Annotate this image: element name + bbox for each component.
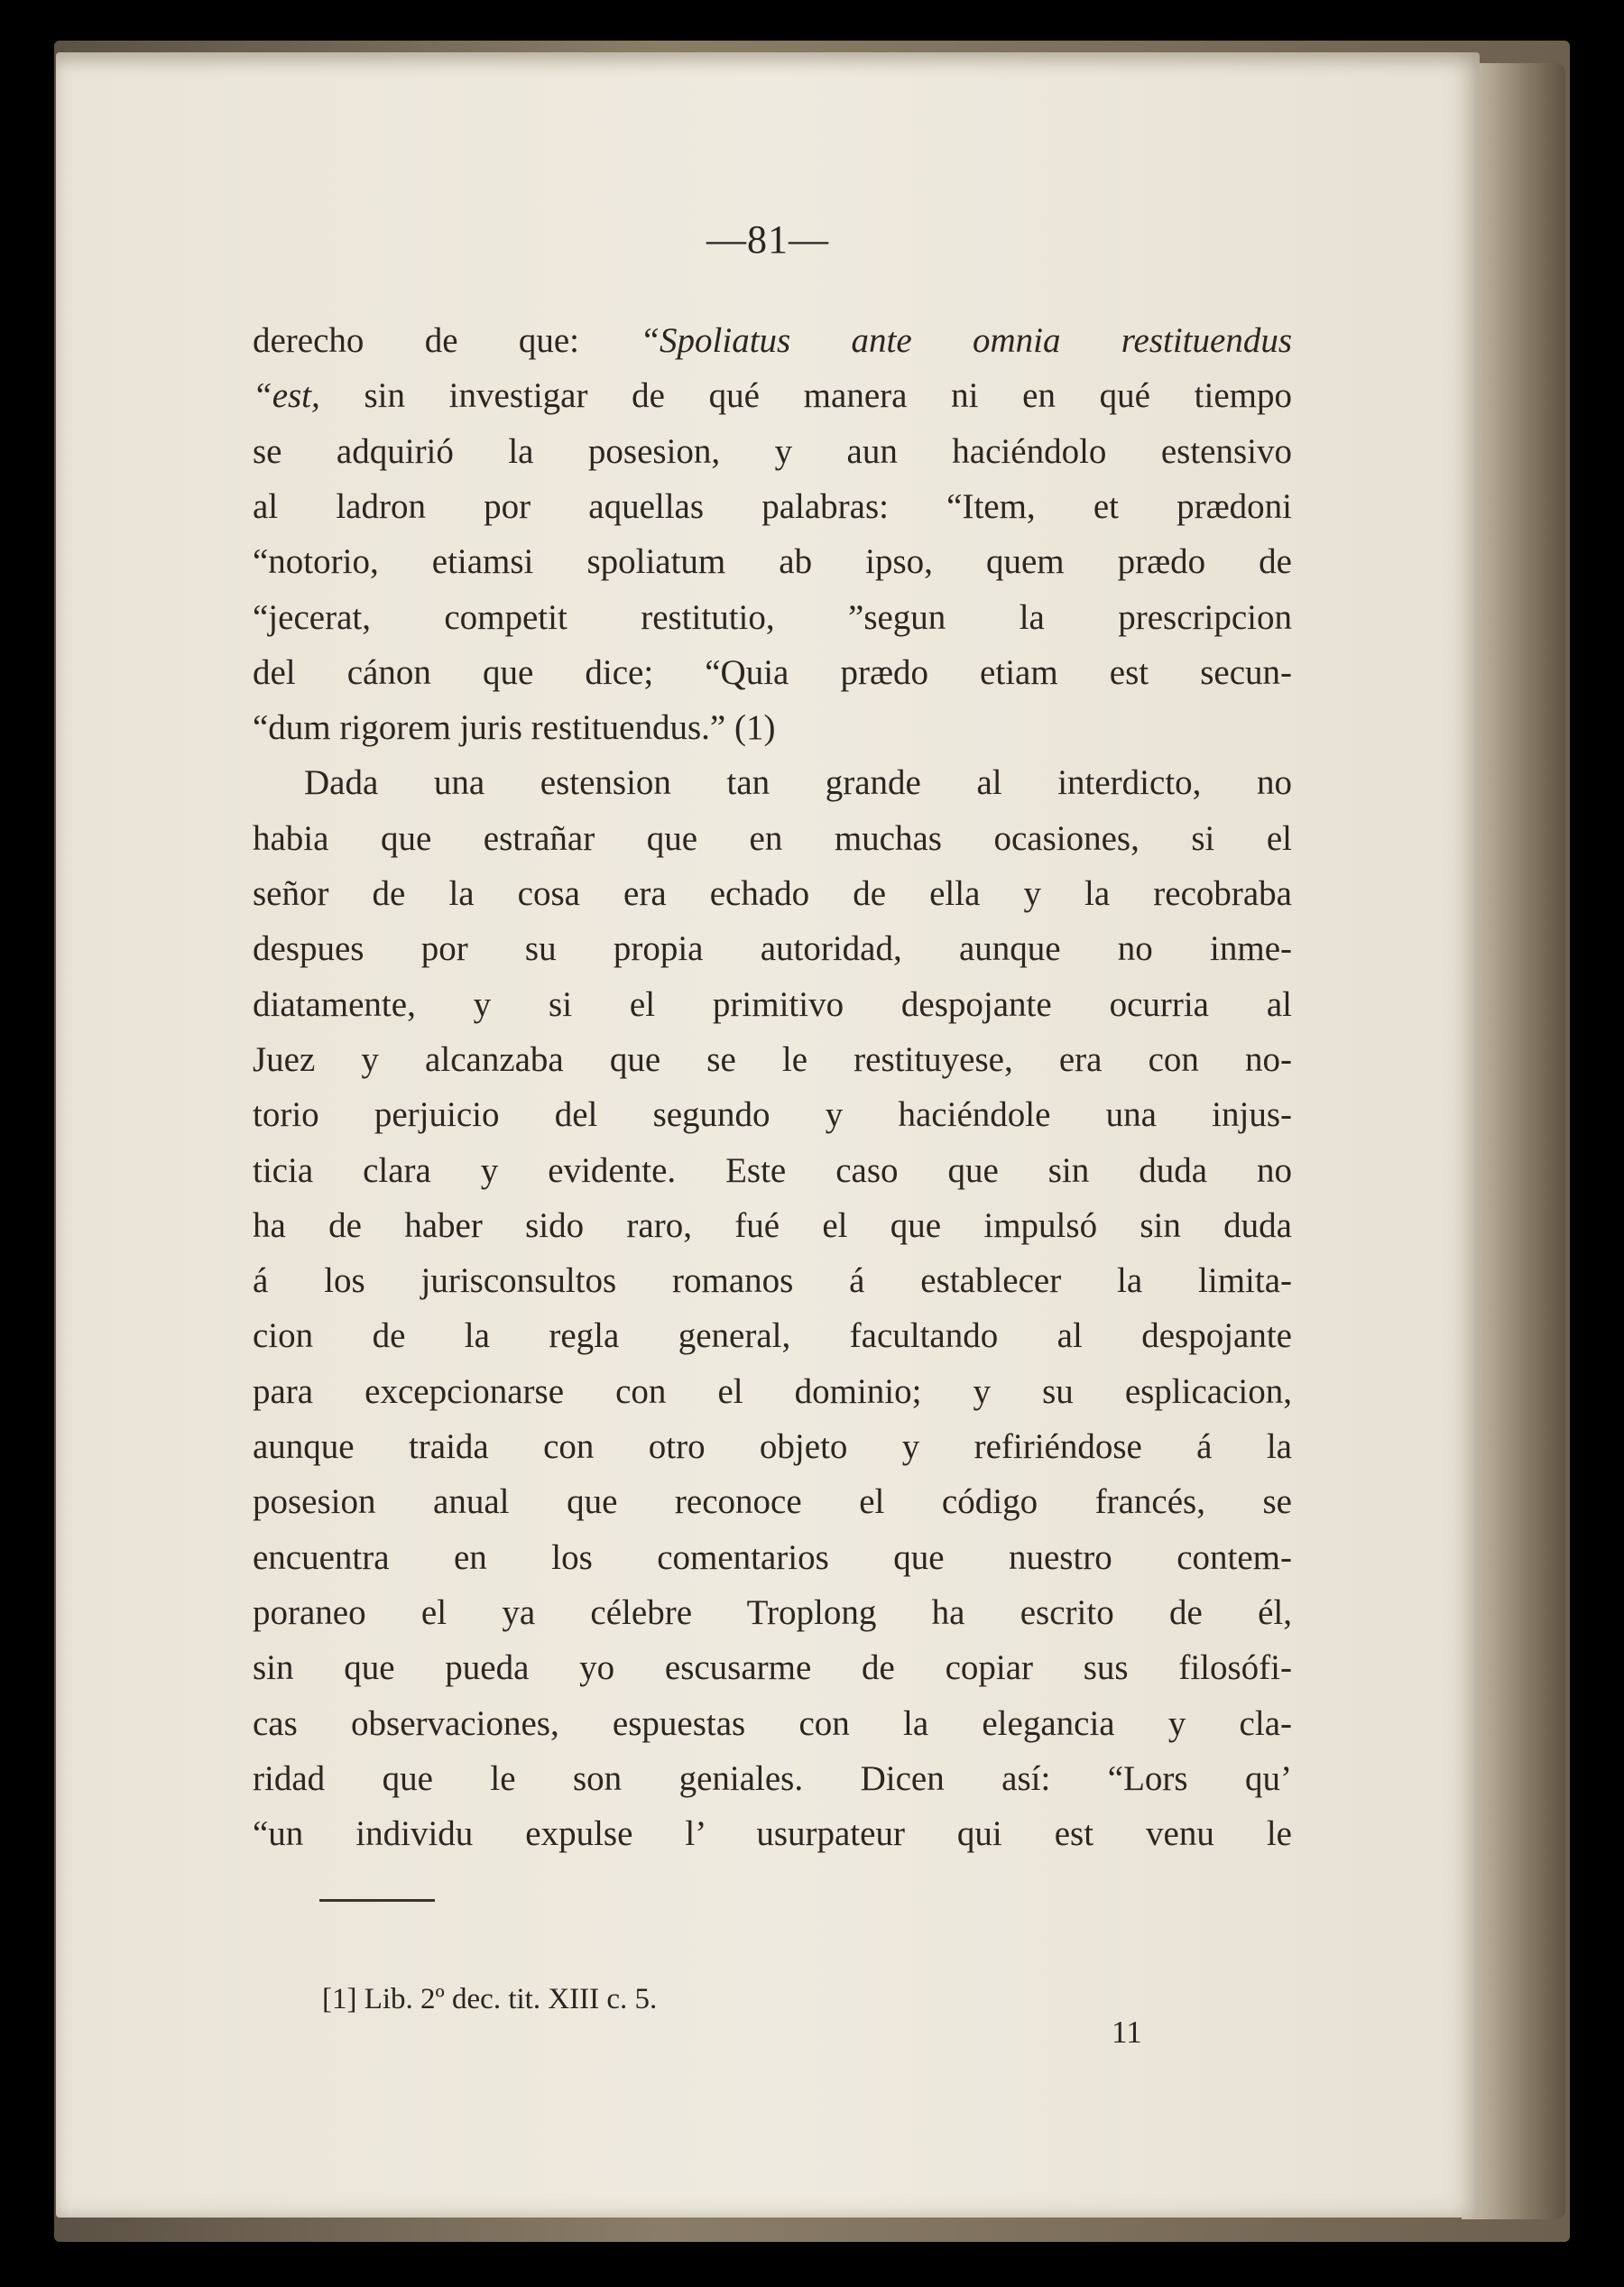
line-text: se adquirió la posesion, y aun haciéndolo estensivo bbox=[253, 432, 1292, 471]
line-text: á los jurisconsultos romanos á establecer la limita- bbox=[253, 1261, 1292, 1300]
signature-mark: 11 bbox=[1112, 2015, 1142, 2050]
footnote-divider bbox=[319, 1899, 435, 1902]
text-line bbox=[253, 987, 1292, 1022]
line-text: al ladron por aquellas palabras: “Item, et prædoni bbox=[253, 487, 1292, 526]
line-text: poraneo el ya célebre Troplong ha escrito de él, bbox=[253, 1593, 1292, 1632]
line-text: encuentra en los comentarios que nuestro contem- bbox=[253, 1538, 1292, 1577]
line-text: diatamente, y si el primitivo despojante ocurria al bbox=[253, 985, 1292, 1024]
line-text: “notorio, etiamsi spoliatum ab ipso, quem prædo de bbox=[253, 542, 1292, 581]
line-text: torio perjuicio del segundo y haciéndole una injus- bbox=[253, 1095, 1292, 1134]
line-text: habia que estrañar que en muchas ocasiones, si el bbox=[253, 819, 1292, 858]
text-line bbox=[253, 489, 1292, 524]
line-text: Juez y alcanzaba que se le restituyese, era con no- bbox=[253, 1040, 1292, 1079]
text-line bbox=[253, 1318, 1292, 1353]
text-line bbox=[253, 378, 1292, 413]
text-line bbox=[253, 876, 1292, 911]
line-text: cion de la regla general, facultando al despojante bbox=[253, 1316, 1292, 1355]
page-text-area bbox=[56, 52, 1480, 2218]
text-line bbox=[253, 1042, 1292, 1077]
text-line bbox=[253, 1429, 1292, 1464]
line-text: ticia clara y evidente. Este caso que sin duda no bbox=[253, 1151, 1292, 1190]
text-line bbox=[253, 1706, 1292, 1741]
line-text: del cánon que dice; “Quia prædo etiam est secun- bbox=[253, 653, 1292, 692]
text-line bbox=[253, 1484, 1292, 1519]
text-line bbox=[253, 655, 1292, 690]
line-text: derecho de que: bbox=[253, 321, 641, 360]
line-text: señor de la cosa era echado de ella y la recobraba bbox=[253, 874, 1292, 913]
line-text: Dada una estension tan grande al interdicto, no bbox=[304, 763, 1292, 802]
italic-text: “Spoliatus ante omnia restituendus bbox=[640, 321, 1293, 360]
line-text: “jecerat, competit restitutio, ”segun la prescripcion bbox=[253, 598, 1292, 637]
text-line bbox=[253, 323, 1292, 358]
line-text: sin investigar de qué manera ni en qué tiempo bbox=[319, 376, 1292, 415]
footnote: [1] Lib. 2º dec. tit. XIII c. 5. bbox=[322, 1983, 658, 2015]
line-text: posesion anual que reconoce el código francés, se bbox=[253, 1482, 1292, 1521]
italic-text: “est, bbox=[253, 376, 320, 415]
text-line bbox=[253, 1761, 1292, 1796]
line-text: despues por su propia autoridad, aunque no inme- bbox=[253, 929, 1292, 968]
line-text: ridad que le son geniales. Dicen así: “Lors qu’ bbox=[253, 1759, 1292, 1798]
text-line bbox=[253, 1595, 1292, 1630]
text-line bbox=[253, 1650, 1292, 1685]
line-text: cas observaciones, espuestas con la elegancia y cla- bbox=[253, 1704, 1292, 1743]
line-text: “un individu expulse l’ usurpateur qui est venu le bbox=[253, 1814, 1292, 1853]
text-line bbox=[253, 1097, 1292, 1132]
text-line bbox=[304, 765, 1292, 800]
line-text: sin que pueda yo escusarme de copiar sus filosófi- bbox=[253, 1648, 1292, 1687]
text-line bbox=[253, 1374, 1292, 1409]
text-line bbox=[253, 710, 1292, 745]
line-text: “dum rigorem juris restituendus.” (1) bbox=[253, 708, 776, 747]
text-line bbox=[253, 1153, 1292, 1188]
text-line bbox=[253, 931, 1292, 966]
text-line bbox=[253, 1208, 1292, 1243]
line-text: para excepcionarse con el dominio; y su esplicacion, bbox=[253, 1372, 1292, 1411]
text-line bbox=[253, 1816, 1292, 1851]
line-text: ha de haber sido raro, fué el que impulsó sin duda bbox=[253, 1206, 1292, 1245]
text-line bbox=[253, 544, 1292, 579]
text-line bbox=[253, 600, 1292, 635]
text-line bbox=[253, 821, 1292, 856]
text-line bbox=[253, 1263, 1292, 1298]
line-text: aunque traida con otro objeto y refiriéndose á la bbox=[253, 1427, 1292, 1466]
text-line bbox=[253, 434, 1292, 469]
page-number: —81— bbox=[706, 217, 829, 262]
text-line bbox=[253, 1540, 1292, 1575]
book-page bbox=[56, 52, 1480, 2218]
